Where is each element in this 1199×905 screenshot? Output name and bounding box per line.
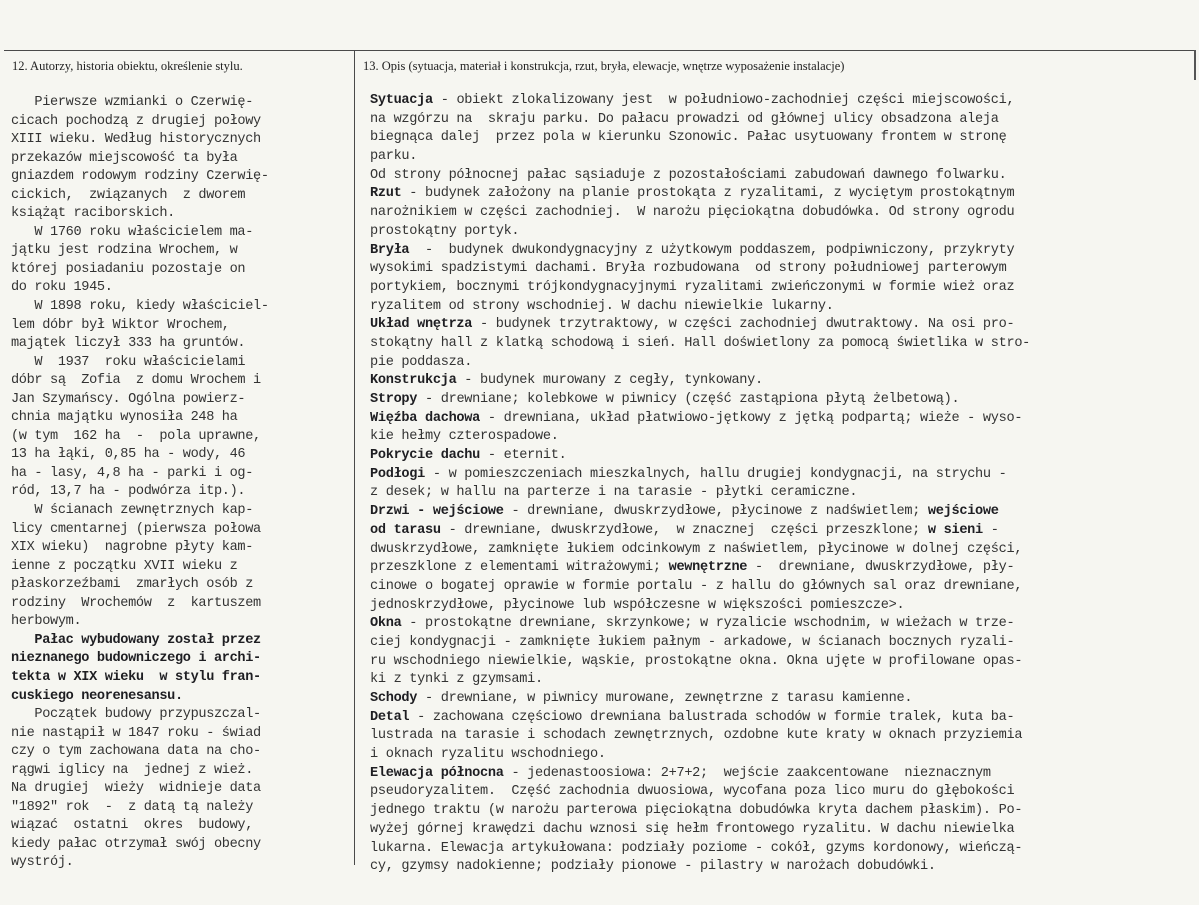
history-text-line: W 1760 roku właścicielem ma- [11,224,254,240]
description-text: na wzgórzu na skraju parku. Do pałacu prowadzi od głównej ulicy obsadzona aleja [370,111,999,127]
history-text-line: wystrój. [11,855,74,871]
description-text-line [370,354,1192,373]
description-text-line [370,391,1192,410]
description-text-line [370,167,1192,186]
section-heading: od tarasu [370,522,441,538]
section-heading: Więźba dachowa [370,410,481,426]
history-text-line: przekazów miejscowość ta była [11,150,238,166]
history-column [11,94,353,873]
history-text-line: XIII wieku. Według historycznych [11,132,261,148]
history-text-line: kiedy pałac otrzymał swój obecny [11,836,261,852]
description-text-line [370,765,1192,784]
history-text-line [11,669,353,688]
description-text: z desek; w hallu na parterze i na tarasie - płytki ceramiczne. [370,485,858,501]
history-text-line: rągwi iglicy na jednej z wież. [11,762,254,778]
history-text-line: rodziny Wrochemów z kartuszem [11,595,261,611]
description-text: jednoskrzydłowe, płycinowe lub współczesne w większości pomieszcze>. [370,597,905,613]
description-text: pseudoryzalitem. Część zachodnia dwuosiowa, wycofana poza lico muru do głębokości [370,784,1015,800]
description-text: kie hełmy czterospadowe. [370,429,559,445]
section-heading: Drzwi - wejściowe [370,504,504,520]
section-heading: Sytuacja [370,93,433,108]
description-text: - drewniane, dwuskrzydłowe, płycinowe z nadświetlem; [503,504,928,520]
description-text-line [370,615,1192,634]
description-text: - w pomieszczeniach mieszkalnych, hallu drugiej kondygnacji, na strychu - [425,466,1007,482]
description-text-line [370,783,1192,802]
description-text-line [370,503,1192,522]
history-text-line: Na drugiej wieży widnieje data [11,781,261,797]
section-heading: Elewacja północna [370,765,504,781]
top-rule [4,50,1195,51]
description-text: - prostokątne drewniane, skrzynkowe; w ryzalicie wschodnim, w wieżach w trze- [401,616,1015,632]
history-text-line: chnia majątku wynosiła 248 ha [11,410,238,426]
description-text-line [370,559,1192,578]
history-text-line: majątek liczył 333 ha gruntów. [11,336,246,352]
description-text: cinowe o bogatej oprawie w formie portalu - z hallu do głównych sal oraz drewniane, [370,578,1023,594]
description-text-line [370,447,1192,466]
description-text: - drewniane, w piwnicy murowane, zewnętrzne z tarasu kamienne. [417,691,913,706]
history-text-line: ienne z początku XVII wieku z [11,558,238,574]
history-text-line [11,650,353,669]
history-text-line: XIX wieku) nagrobne płyty kam- [11,540,254,556]
history-text-line: jątku jest rodzina Wrochem, w [11,243,238,259]
description-text: - budynek trzytraktowy, w części zachodniej dwutraktowy. Na osi pro- [472,317,1015,333]
description-text-line [370,111,1192,130]
section-heading: Rzut [370,186,402,202]
section-heading: Podłogi [370,466,426,482]
description-text: - eternit. [480,448,567,464]
description-text: wyżej górnej krawędzi dachu wznosi się hełm frontowego ryzalitu. W dachu niewielka [370,821,1015,837]
section-heading: Bryła [370,242,410,258]
description-text-line [370,316,1192,335]
history-text-line: dóbr są Zofia z domu Wrochem i [11,373,261,389]
description-text-line [370,597,1192,616]
bold-text: Pałac wybudowany został przez [11,632,261,648]
section-heading: Stropy [370,392,418,407]
description-text-line [370,802,1192,821]
description-text: - drewniana, układ płatwiowo-jętkowy z jętką podpartą; wieże - wyso- [480,410,1023,426]
history-text-line: ha - lasy, 4,8 ha - parki i og- [11,465,254,481]
description-text-line [370,279,1192,298]
description-text-line [370,634,1192,653]
history-text-line [11,632,353,651]
description-text: - zachowana częściowo drewniana balustrada schodów w formie tralek, kuta ba- [409,709,1015,725]
history-text-line: W 1898 roku, kiedy właściciel- [11,299,269,315]
section-heading: Konstrukcja [370,373,457,389]
history-text-line: wiązać ostatni okres budowy, [11,818,254,834]
description-text-line [370,522,1192,541]
description-text: narożnikiem w części zachodniej. W narożu pięciokątna dobudówka. Od strony ogrodu [370,205,1015,221]
history-text-line: (w tym 162 ha - pola uprawne, [11,428,261,444]
description-text-line [370,242,1192,261]
history-text-line: licy cmentarnej (pierwsza połowa [11,521,261,537]
history-text-line: książąt raciborskich. [11,206,175,222]
description-text-line [370,129,1192,148]
description-text-line [370,671,1192,690]
description-text-line [370,223,1192,242]
history-text-line: czy o tym zachowana data na cho- [11,744,261,760]
description-text: i oknach ryzalitu wschodniego. [370,747,606,763]
history-text-line: herbowym. [11,614,82,630]
description-text: - drewniane, dwuskrzydłowe, pły- [747,560,1015,576]
description-text-line [370,821,1192,840]
description-text: - obiekt zlokalizowany jest w południowo-zachodniej części miejscowości, [432,93,1015,108]
section-subheading: wewnętrzne [668,560,748,576]
description-text: lustrada na tarasie i schodach zewnętrznych, ozdobne kute kraty w oknach przyziemia [370,728,1023,744]
description-text: - [982,522,999,538]
bold-text: nieznanego budowniczego i archi- [11,651,261,667]
description-text: Od strony północnej pałac sąsiaduje z pozostałościami zabudowań dawnego folwarku. [370,167,1007,183]
description-column [370,92,1192,877]
description-text: ki z tynki z gzymsami. [370,672,543,688]
description-text-line [370,335,1192,354]
column-divider [354,50,355,865]
description-text-line [370,260,1192,279]
bold-text: cuskiego neorenesansu. [11,688,183,704]
description-text: ciej kondygnacji - zamknięte łukiem pałnym - arkadowe, w ścianach bocznych ryzali- [370,634,1015,650]
description-text-line [370,466,1192,485]
description-text: przeszklone z elementami witrażowymi; [370,560,669,576]
description-text: - budynek dwukondygnacyjny z użytkowym poddaszem, podpiwniczony, przykryty [409,242,1015,258]
description-text-line [370,690,1192,709]
description-text: - drewniane, dwuskrzydłowe, w znacznej części przeszklone; [440,522,928,538]
description-text-line [370,92,1192,111]
history-text-line: W ścianach zewnętrznych kap- [11,503,254,519]
description-text: wysokimi spadzistymi dachami. Bryła rozbudowana od strony południowej parterowym [370,261,1007,277]
description-text: - drewniane; kolebkowe w piwnicy (część zastąpiona płytą żelbetową). [417,392,960,407]
left-column-header: 12. Autorzy, historia obiektu, określenie stylu. [12,59,243,73]
description-text: ryzalitem od strony wschodniej. W dachu niewielkie lukarny. [370,298,834,314]
description-text: stokątny hall z klatką schodową i sień. Hall doświetlony za pomocą świetlika w stro- [370,335,1031,351]
history-text-line: cicach pochodzą z drugiej połowy [11,113,261,129]
description-text-line [370,746,1192,765]
description-text-line [370,428,1192,447]
history-text-line: Początek budowy przypuszczal- [11,707,261,723]
history-text-line: W 1937 roku właścicielami [11,354,246,370]
description-text: - jedenastoosiowa: 2+7+2; wejście zaakcentowane nieznacznym [503,765,991,781]
history-text-line: do roku 1945. [11,280,113,296]
section-heading: Układ wnętrza [370,317,473,333]
history-text-line: 13 ha łąki, 0,85 ha - wody, 46 [11,447,246,463]
right-edge-rule [1194,50,1196,80]
description-text-line [370,484,1192,503]
section-subheading: w sieni [927,522,983,538]
description-text-line [370,298,1192,317]
history-text-line: Jan Szymańscy. Ogólna powierz- [11,391,246,407]
description-text: dwuskrzydłowe, zamknięte łukiem odcinkowym z naświetlem, płycinowe w dolnej części, [370,541,1023,557]
description-text-line [370,709,1192,728]
description-text-line [370,410,1192,429]
section-subheading: wejściowe [927,504,999,520]
right-column-header: 13. Opis (sytuacja, materiał i konstrukcja, rzut, bryła, elewacje, wnętrze wyposażenie instalacje) [363,59,845,73]
section-heading: Okna [370,616,402,632]
description-text: jednego traktu (w narożu parterowa pięciokątna dobudówka kryta dachem płaskim). Po- [370,803,1023,819]
description-text-line [370,204,1192,223]
history-text-line: której posiadaniu pozostaje on [11,261,246,277]
description-text-line [370,541,1192,560]
description-text: - budynek murowany z cegły, tynkowany. [456,373,763,389]
history-text-line: nie nastąpił w 1847 roku - świad [11,725,261,741]
description-text: cy, gzymsy nadokienne; podziały pionowe - pilastry w narożach dobudówki. [370,859,936,875]
section-heading: Detal [370,709,410,725]
description-text: pie poddasza. [370,354,473,370]
description-text-line [370,840,1192,859]
description-text: prostokątny portyk. [370,223,520,239]
description-text-line [370,578,1192,597]
history-text-line: płaskorzeźbami zmarłych osób z [11,577,254,593]
description-text: lukarna. Elewacja artykułowana: podziały poziome - cokół, gzyms kordonowy, wieńczą- [370,840,1023,856]
description-text: portykiem, bocznymi trójkondygnacyjnymi ryzalitami zwieńczonymi w formie wież oraz [370,279,1015,295]
description-text-line [370,653,1192,672]
section-heading: Pokrycie dachu [370,448,481,464]
history-text-line [11,688,353,707]
history-text-line: Pierwsze wzmianki o Czerwię- [11,95,254,110]
description-text-line [370,148,1192,167]
description-text: - budynek założony na planie prostokąta z ryzalitami, z wyciętym prostokątnym [401,186,1015,202]
history-text-line: gniazdem rodowym rodziny Czerwię- [11,169,269,185]
history-text-line: "1892" rok - z datą tą należy [11,799,254,815]
history-text-line: ród, 13,7 ha - podwórza itp.). [11,484,246,500]
description-text: ru wschodniego niewielkie, wąskie, prostokątne okna. Okna ujęte w profilowane opas- [370,653,1023,669]
section-heading: Schody [370,691,418,706]
description-text-line [370,858,1192,877]
description-text: biegnąca dalej przez pola w kierunku Szonowic. Pałac usytuowany frontem w stronę [370,130,1007,146]
history-text-line: cickich, związanych z dworem [11,187,246,203]
history-text-line: lem dóbr był Wiktor Wrochem, [11,317,230,333]
description-text-line [370,727,1192,746]
description-text-line [370,372,1192,391]
description-text-line [370,185,1192,204]
bold-text: tekta w XIX wieku w stylu fran- [11,669,261,685]
description-text: parku. [370,149,418,165]
